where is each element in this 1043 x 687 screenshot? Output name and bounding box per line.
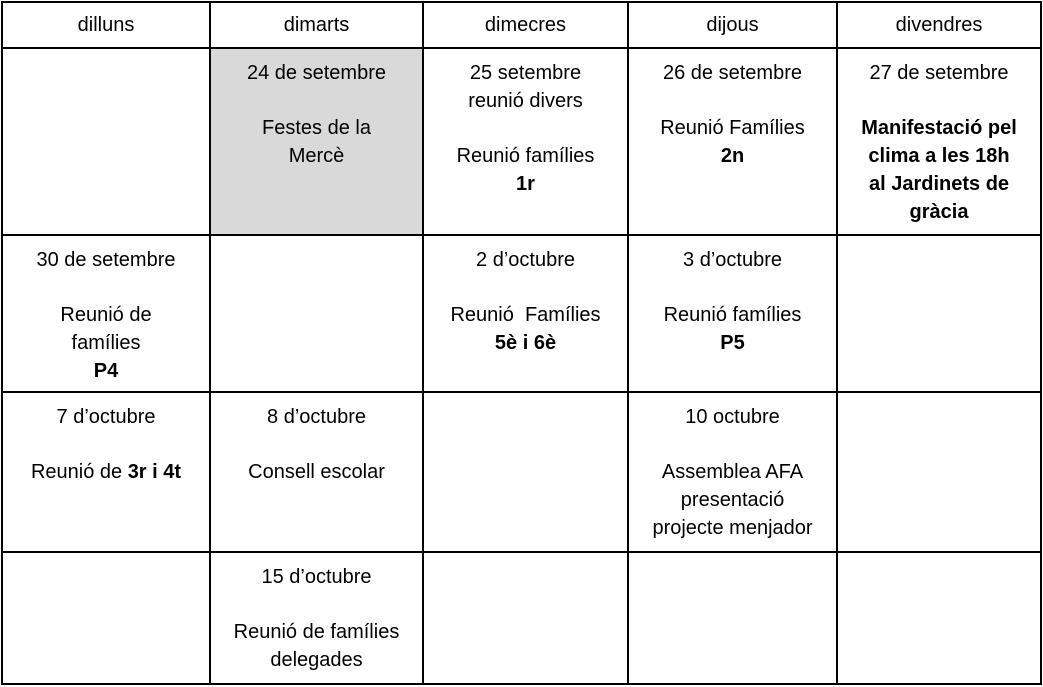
- cell-text-line: [3, 458, 209, 486]
- cell-group: P5: [720, 332, 745, 354]
- cell-date: 2 d’octubre: [476, 249, 575, 271]
- day-cell-empty: [2, 48, 210, 235]
- cell-date: 15 d’octubre: [261, 566, 372, 588]
- cell-text: Reunió Famílies: [660, 117, 805, 139]
- day-header: dijous: [628, 2, 837, 48]
- cell-text: Reunió famílies: [663, 304, 802, 326]
- week-row: [2, 552, 1041, 684]
- cell-text: Reunió famílies: [456, 145, 595, 167]
- cell-group: 1r: [516, 173, 535, 195]
- cell-text: Reunió Famílies: [450, 304, 601, 326]
- cell-text: Reunió de: [60, 304, 152, 326]
- day-header: dimecres: [423, 2, 628, 48]
- calendar-table: [1, 1, 1042, 685]
- day-cell: [423, 235, 628, 392]
- day-cell: [2, 392, 210, 552]
- week-row: [2, 235, 1041, 392]
- header-row: [2, 2, 1041, 48]
- cell-text: clima a les 18h: [868, 145, 1010, 167]
- cell-text: reunió divers: [468, 90, 583, 112]
- cell-group: P4: [93, 360, 119, 382]
- day-cell: [628, 48, 837, 235]
- day-header: dilluns: [2, 2, 210, 48]
- cell-text: al Jardinets de: [868, 173, 1010, 195]
- day-cell-empty: [837, 552, 1041, 684]
- day-cell-empty: [628, 552, 837, 684]
- cell-date: 3 d’octubre: [683, 249, 782, 271]
- day-cell: [628, 235, 837, 392]
- cell-text: delegades: [270, 649, 363, 671]
- day-header: divendres: [837, 2, 1041, 48]
- day-header: dimarts: [210, 2, 423, 48]
- day-cell-empty: [2, 552, 210, 684]
- day-cell-empty: [837, 392, 1041, 552]
- day-cell: [210, 552, 423, 684]
- cell-date: 26 de setembre: [663, 62, 802, 84]
- cell-date: 27 de setembre: [869, 62, 1009, 84]
- cell-group: 3r i 4t: [127, 461, 182, 483]
- cell-date: 24 de setembre: [247, 62, 386, 84]
- day-cell: [628, 392, 837, 552]
- cell-text: Mercè: [288, 145, 345, 167]
- cell-group: 2n: [720, 145, 745, 167]
- day-cell-empty: [210, 235, 423, 392]
- cell-date: 7 d’octubre: [56, 406, 156, 428]
- cell-date: 25 setembre: [469, 62, 582, 84]
- cell-text: Consell escolar: [248, 461, 385, 483]
- day-cell: [837, 48, 1041, 235]
- day-cell: [210, 392, 423, 552]
- week-row: [2, 392, 1041, 552]
- cell-text: Manifestació pel: [861, 117, 1017, 139]
- day-cell-empty: [837, 235, 1041, 392]
- cell-date: 8 d’octubre: [267, 406, 366, 428]
- week-row: [2, 48, 1041, 235]
- cell-group: 5è i 6è: [494, 332, 557, 354]
- cell-text: presentació: [680, 489, 785, 511]
- day-cell-empty: [423, 392, 628, 552]
- cell-text: Assemblea AFA: [661, 461, 804, 483]
- cell-text: Festes de la: [262, 117, 371, 139]
- day-cell: [210, 48, 423, 235]
- cell-text: Reunió de: [30, 461, 128, 483]
- cell-text: Reunió de famílies: [233, 621, 400, 643]
- day-cell-empty: [423, 552, 628, 684]
- cell-date: 30 de setembre: [36, 249, 176, 271]
- day-cell: [2, 235, 210, 392]
- day-cell: [423, 48, 628, 235]
- cell-date: 10 octubre: [685, 406, 780, 428]
- cell-text: projecte menjador: [652, 517, 813, 539]
- cell-text: famílies: [71, 332, 141, 354]
- cell-text: gràcia: [909, 201, 969, 223]
